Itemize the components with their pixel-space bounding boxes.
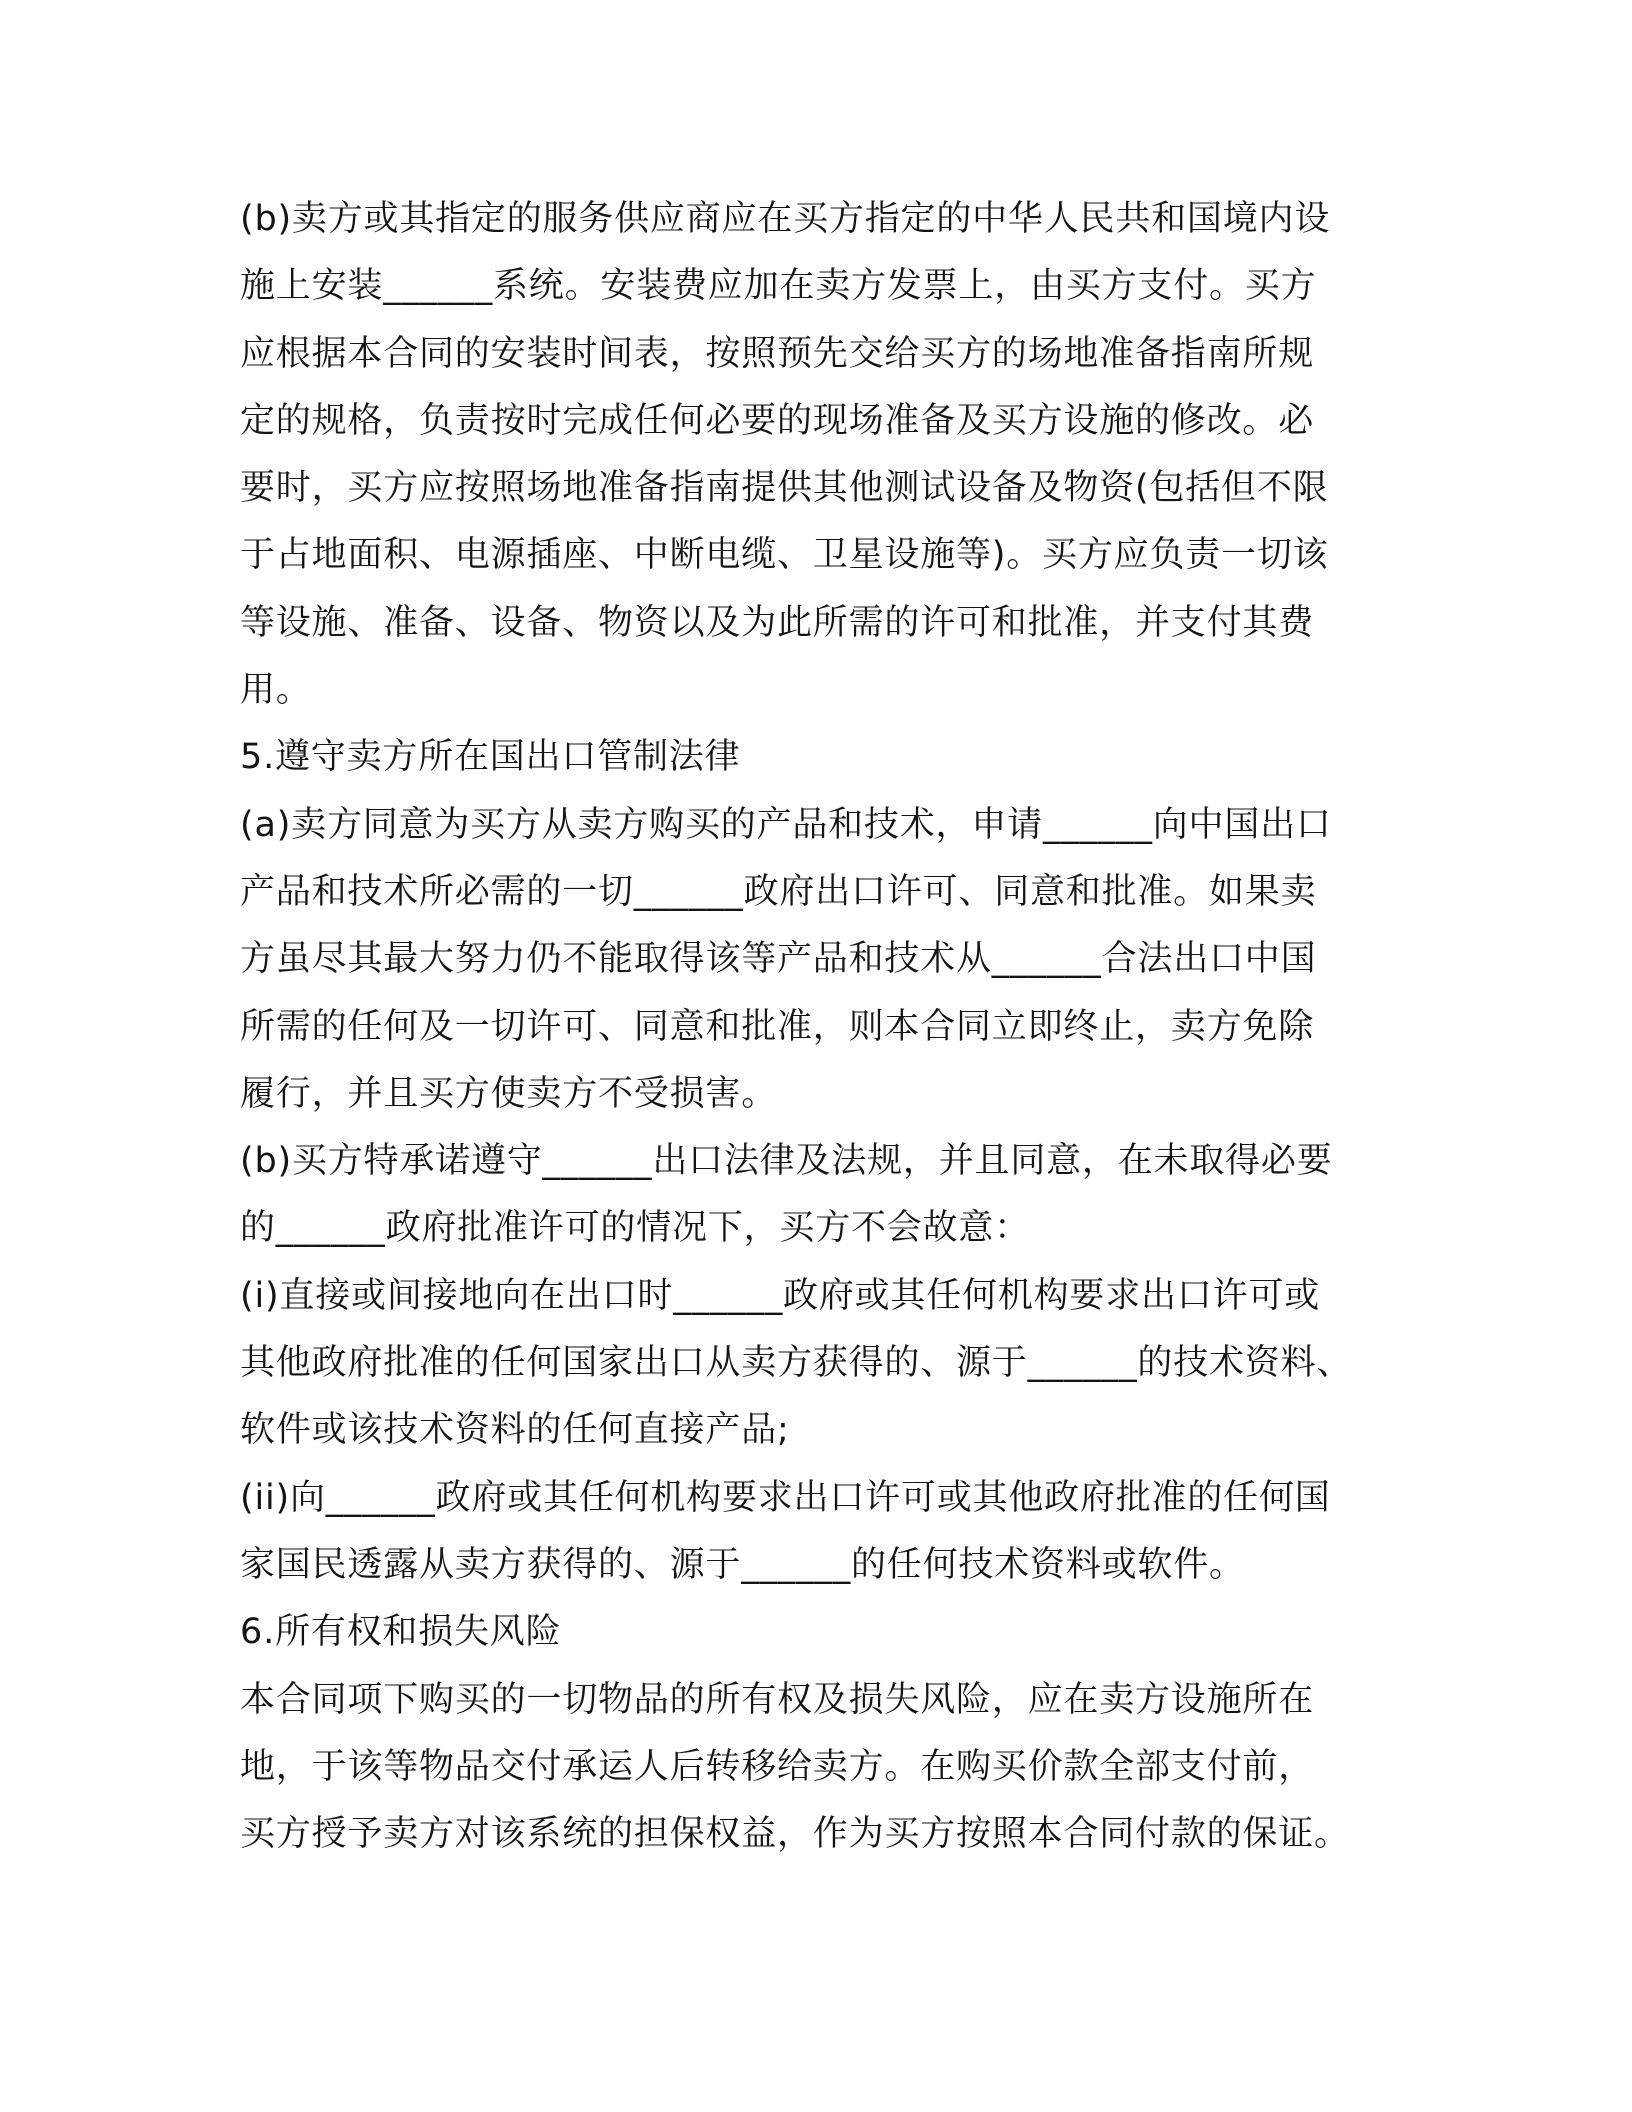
- text-line: 等设施、准备、设备、物资以及为此所需的许可和批准，并支付其费: [240, 602, 1315, 643]
- text-line: (a)卖方同意为买方从卖方购买的产品和技术，申请______向中国出口: [240, 804, 1332, 845]
- text-line: 软件或该技术资料的任何直接产品;: [240, 1410, 790, 1451]
- text-line: 履行，并且买方使卖方不受损害。: [240, 1073, 778, 1114]
- document-body: [240, 186, 1410, 1868]
- text-line: 施上安装______系统。安装费应加在卖方发票上，由买方支付。买方: [240, 266, 1317, 307]
- text-line: 要时，买方应按照场地准备指南提供其他测试设备及物资(包括但不限: [240, 468, 1329, 509]
- text-line: (i)直接或间接地向在出口时______政府或其任何机构要求出口许可或: [240, 1275, 1321, 1316]
- text-line: 地，于该等物品交付承运人后转移给卖方。在购买价款全部支付前，: [240, 1746, 1315, 1787]
- text-line: (b)卖方或其指定的服务供应商应在买方指定的中华人民共和国境内设: [240, 199, 1331, 239]
- text-line: 应根据本合同的安装时间表，按照预先交给买方的场地准备指南所规: [240, 333, 1315, 374]
- text-line: 定的规格，负责按时完成任何必要的现场准备及买方设施的修改。必: [240, 400, 1315, 441]
- section-heading-5: 5.遵守卖方所在国出口管制法律: [240, 737, 741, 778]
- text-line: (b)买方特承诺遵守______出口法律及法规，并且同意，在未取得必要: [240, 1141, 1333, 1182]
- text-line: 于占地面积、电源插座、中断电缆、卫星设施等)。买方应负责一切该: [240, 535, 1329, 576]
- text-line: 家国民透露从卖方获得的、源于______的任何技术资料或软件。: [240, 1544, 1245, 1585]
- section-heading-6: 6.所有权和损失风险: [240, 1612, 562, 1653]
- text-line: 所需的任何及一切许可、同意和批准，则本合同立即终止，卖方免除: [240, 1006, 1315, 1047]
- text-line: (ii)向______政府或其任何机构要求出口许可或其他政府批准的任何国: [240, 1477, 1331, 1518]
- text-line: 的______政府批准许可的情况下，买方不会故意：: [240, 1208, 1031, 1249]
- text-line: 用。: [240, 670, 312, 711]
- text-line: 其他政府批准的任何国家出口从卖方获得的、源于______的技术资料、: [240, 1343, 1353, 1384]
- text-line: 产品和技术所必需的一切______政府出口许可、同意和批准。如果卖: [240, 871, 1317, 912]
- text-line: 方虽尽其最大努力仍不能取得该等产品和技术从______合法出口中国: [240, 939, 1317, 980]
- text-line: 本合同项下购买的一切物品的所有权及损失风险，应在卖方设施所在: [240, 1679, 1315, 1720]
- text-line: 买方授予卖方对该系统的担保权益，作为买方按照本合同付款的保证。: [240, 1814, 1350, 1855]
